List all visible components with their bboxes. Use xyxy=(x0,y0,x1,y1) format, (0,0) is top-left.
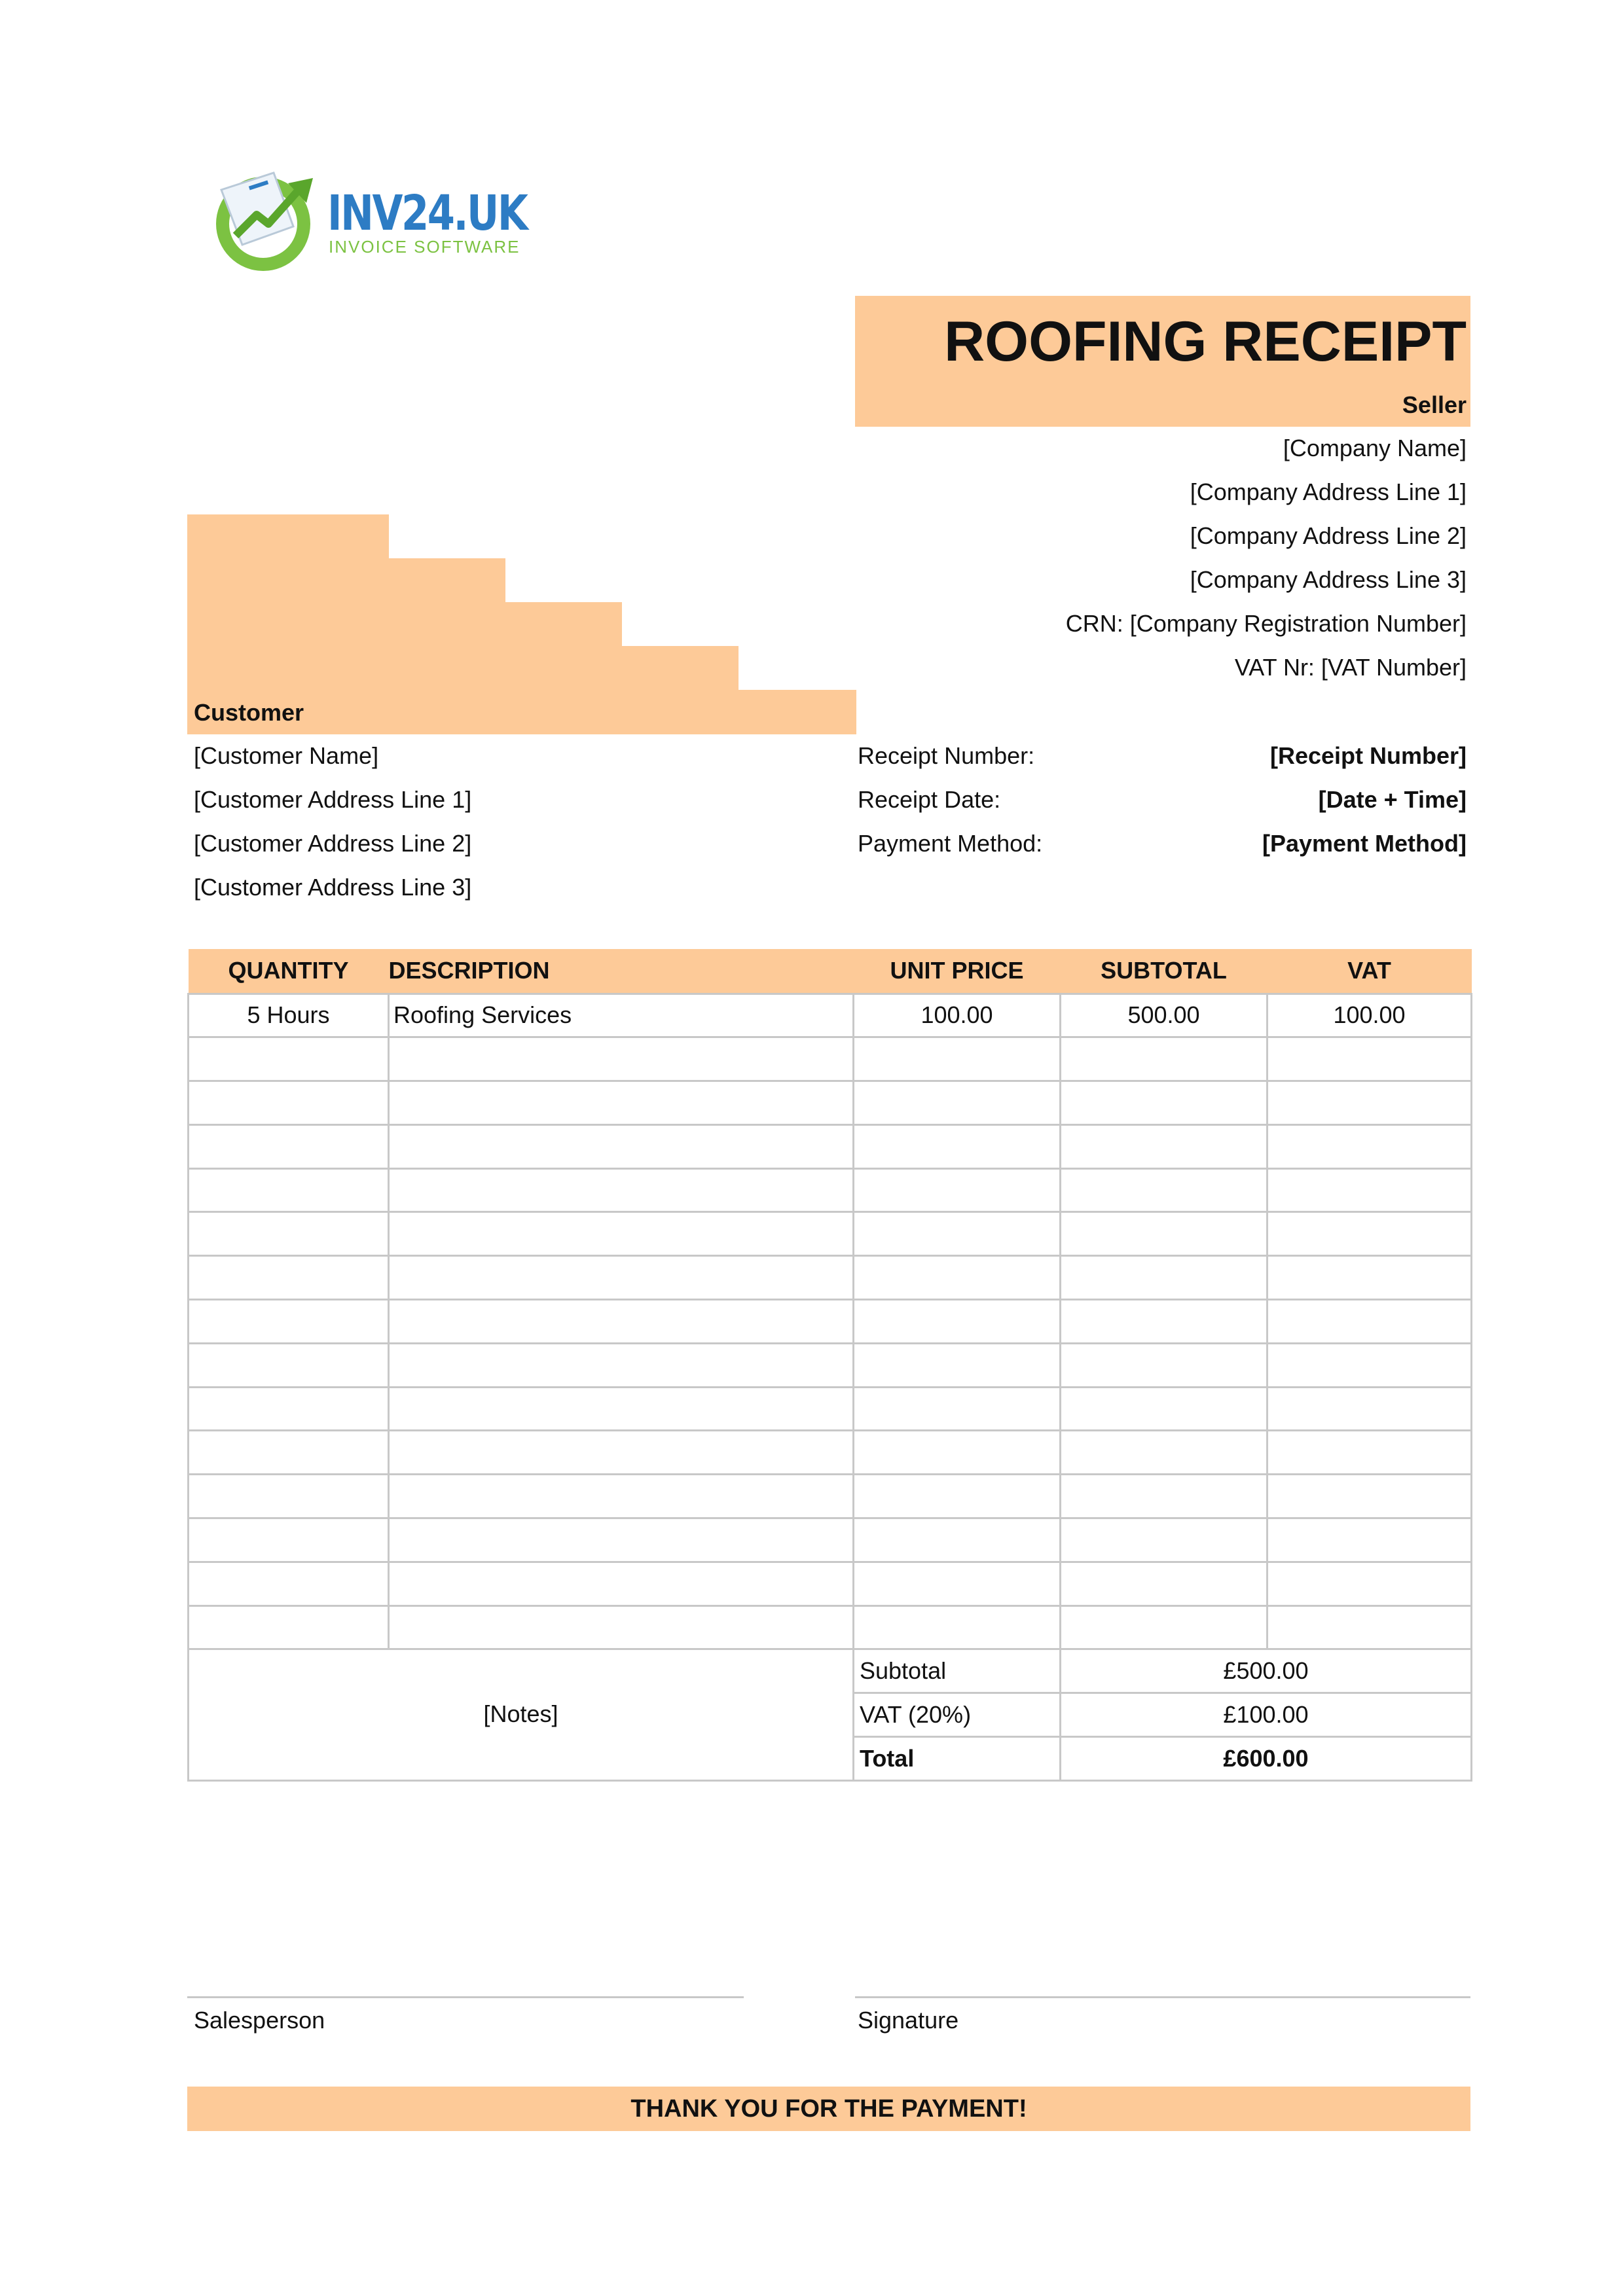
receipt-number-value: [Receipt Number] xyxy=(1269,742,1467,769)
cell-vat xyxy=(1267,1518,1472,1562)
table-row-empty xyxy=(189,1212,1472,1256)
salesperson-line xyxy=(187,1996,744,1998)
table-row-empty xyxy=(189,1605,1472,1649)
table-row-empty xyxy=(189,1387,1472,1431)
cell-quantity xyxy=(189,1431,389,1475)
col-header-description: DESCRIPTION xyxy=(389,949,854,994)
cell-quantity xyxy=(189,1168,389,1212)
cell-subtotal xyxy=(1061,1256,1267,1300)
seller-address-line-2: [Company Address Line 2] xyxy=(1190,522,1467,549)
logo-tagline: INVOICE SOFTWARE xyxy=(329,237,520,257)
logo-brand-text: INV24.UK xyxy=(327,185,527,242)
receipt-date-value: [Date + Time] xyxy=(1318,786,1467,813)
cell-quantity xyxy=(189,1562,389,1605)
cell-unit-price xyxy=(854,1562,1061,1605)
cell-unit-price xyxy=(854,1605,1061,1649)
cell-vat xyxy=(1267,1124,1472,1168)
cell-subtotal xyxy=(1061,1387,1267,1431)
seller-address-line-3: [Company Address Line 3] xyxy=(1190,566,1467,593)
table-row-empty xyxy=(189,1124,1472,1168)
cell-subtotal xyxy=(1061,1475,1267,1518)
cell-vat xyxy=(1267,1256,1472,1300)
seller-company-name: [Company Name] xyxy=(1283,435,1467,461)
cell-vat xyxy=(1267,1562,1472,1605)
col-header-vat: VAT xyxy=(1267,949,1472,994)
seller-vat-number: VAT Nr: [VAT Number] xyxy=(1234,654,1467,681)
cell-vat xyxy=(1267,1343,1472,1387)
cell-unit-price xyxy=(854,1256,1061,1300)
cell-unit-price: 100.00 xyxy=(854,994,1061,1037)
cell-subtotal xyxy=(1061,1212,1267,1256)
seller-address-line-1: [Company Address Line 1] xyxy=(1190,478,1467,505)
decor-step-5 xyxy=(737,690,856,734)
signature-line xyxy=(855,1996,1470,1998)
cell-quantity xyxy=(189,1212,389,1256)
table-row-empty xyxy=(189,1431,1472,1475)
cell-description xyxy=(389,1212,854,1256)
cell-quantity xyxy=(189,1387,389,1431)
cell-vat: 100.00 xyxy=(1267,994,1472,1037)
invoice-chart-icon xyxy=(210,164,321,275)
cell-description xyxy=(389,1168,854,1212)
customer-address-line-1: [Customer Address Line 1] xyxy=(194,786,472,813)
cell-subtotal: 500.00 xyxy=(1061,994,1267,1037)
table-row-empty xyxy=(189,1168,1472,1212)
cell-vat xyxy=(1267,1387,1472,1431)
vat-value: £100.00 xyxy=(1061,1693,1472,1737)
table-row-empty xyxy=(189,1475,1472,1518)
cell-description xyxy=(389,1037,854,1081)
cell-unit-price xyxy=(854,1431,1061,1475)
cell-vat xyxy=(1267,1475,1472,1518)
cell-description xyxy=(389,1518,854,1562)
cell-quantity xyxy=(189,1300,389,1344)
customer-name: [Customer Name] xyxy=(194,742,379,769)
thank-you-banner: THANK YOU FOR THE PAYMENT! xyxy=(187,2087,1470,2131)
decor-step-3 xyxy=(504,602,622,734)
cell-description xyxy=(389,1475,854,1518)
cell-unit-price xyxy=(854,1518,1061,1562)
cell-quantity xyxy=(189,1256,389,1300)
table-row-empty xyxy=(189,1037,1472,1081)
cell-description xyxy=(389,1343,854,1387)
cell-unit-price xyxy=(854,1037,1061,1081)
cell-quantity: 5 Hours xyxy=(189,994,389,1037)
customer-address-line-3: [Customer Address Line 3] xyxy=(194,874,472,901)
cell-subtotal xyxy=(1061,1168,1267,1212)
cell-unit-price xyxy=(854,1475,1061,1518)
cell-description xyxy=(389,1300,854,1344)
cell-unit-price xyxy=(854,1124,1061,1168)
cell-description xyxy=(389,1081,854,1125)
cell-unit-price xyxy=(854,1081,1061,1125)
seller-heading: Seller xyxy=(1402,391,1467,418)
cell-description xyxy=(389,1562,854,1605)
receipt-date-label: Receipt Date: xyxy=(858,786,1001,813)
cell-unit-price xyxy=(854,1343,1061,1387)
totals-table xyxy=(187,1648,1472,1782)
table-row xyxy=(189,994,1472,1037)
cell-subtotal xyxy=(1061,1605,1267,1649)
cell-subtotal xyxy=(1061,1431,1267,1475)
cell-subtotal xyxy=(1061,1124,1267,1168)
cell-description: Roofing Services xyxy=(389,994,854,1037)
cell-subtotal xyxy=(1061,1562,1267,1605)
customer-address-line-2: [Customer Address Line 2] xyxy=(194,830,472,857)
table-row-empty xyxy=(189,1518,1472,1562)
cell-unit-price xyxy=(854,1387,1061,1431)
cell-unit-price xyxy=(854,1300,1061,1344)
vat-label: VAT (20%) xyxy=(854,1693,1061,1737)
cell-unit-price xyxy=(854,1212,1061,1256)
cell-quantity xyxy=(189,1081,389,1125)
table-row-empty xyxy=(189,1562,1472,1605)
signature-label: Signature xyxy=(858,2007,959,2034)
decor-step-2 xyxy=(388,558,505,734)
cell-quantity xyxy=(189,1605,389,1649)
company-logo xyxy=(210,164,537,275)
cell-quantity xyxy=(189,1475,389,1518)
cell-description xyxy=(389,1431,854,1475)
cell-vat xyxy=(1267,1081,1472,1125)
cell-quantity xyxy=(189,1343,389,1387)
items-table xyxy=(187,949,1472,1650)
seller-crn: CRN: [Company Registration Number] xyxy=(1065,610,1467,637)
cell-description xyxy=(389,1124,854,1168)
customer-heading: Customer xyxy=(194,699,304,726)
receipt-number-label: Receipt Number: xyxy=(858,742,1035,769)
cell-vat xyxy=(1267,1605,1472,1649)
cell-vat xyxy=(1267,1300,1472,1344)
cell-description xyxy=(389,1605,854,1649)
table-row-empty xyxy=(189,1300,1472,1344)
cell-vat xyxy=(1267,1037,1472,1081)
col-header-subtotal: SUBTOTAL xyxy=(1061,949,1267,994)
cell-vat xyxy=(1267,1168,1472,1212)
subtotal-label: Subtotal xyxy=(854,1649,1061,1693)
decor-step-4 xyxy=(621,646,739,734)
cell-quantity xyxy=(189,1037,389,1081)
cell-description xyxy=(389,1387,854,1431)
table-row-empty xyxy=(189,1081,1472,1125)
cell-quantity xyxy=(189,1124,389,1168)
table-row-empty xyxy=(189,1256,1472,1300)
cell-vat xyxy=(1267,1431,1472,1475)
payment-method-label: Payment Method: xyxy=(858,830,1043,857)
salesperson-label: Salesperson xyxy=(194,2007,325,2034)
items-header-row xyxy=(189,949,1472,994)
col-header-unit-price: UNIT PRICE xyxy=(854,949,1061,994)
cell-subtotal xyxy=(1061,1343,1267,1387)
cell-description xyxy=(389,1256,854,1300)
cell-quantity xyxy=(189,1518,389,1562)
col-header-quantity: QUANTITY xyxy=(189,949,389,994)
notes-cell: [Notes] xyxy=(189,1649,854,1781)
total-label: Total xyxy=(854,1737,1061,1781)
subtotal-value: £500.00 xyxy=(1061,1649,1472,1693)
cell-subtotal xyxy=(1061,1518,1267,1562)
cell-subtotal xyxy=(1061,1300,1267,1344)
payment-method-value: [Payment Method] xyxy=(1262,830,1467,857)
page-title: ROOFING RECEIPT xyxy=(944,310,1467,373)
total-value: £600.00 xyxy=(1061,1737,1472,1781)
cell-subtotal xyxy=(1061,1037,1267,1081)
cell-subtotal xyxy=(1061,1081,1267,1125)
table-row-empty xyxy=(189,1343,1472,1387)
cell-unit-price xyxy=(854,1168,1061,1212)
subtotal-row xyxy=(189,1649,1472,1693)
cell-vat xyxy=(1267,1212,1472,1256)
